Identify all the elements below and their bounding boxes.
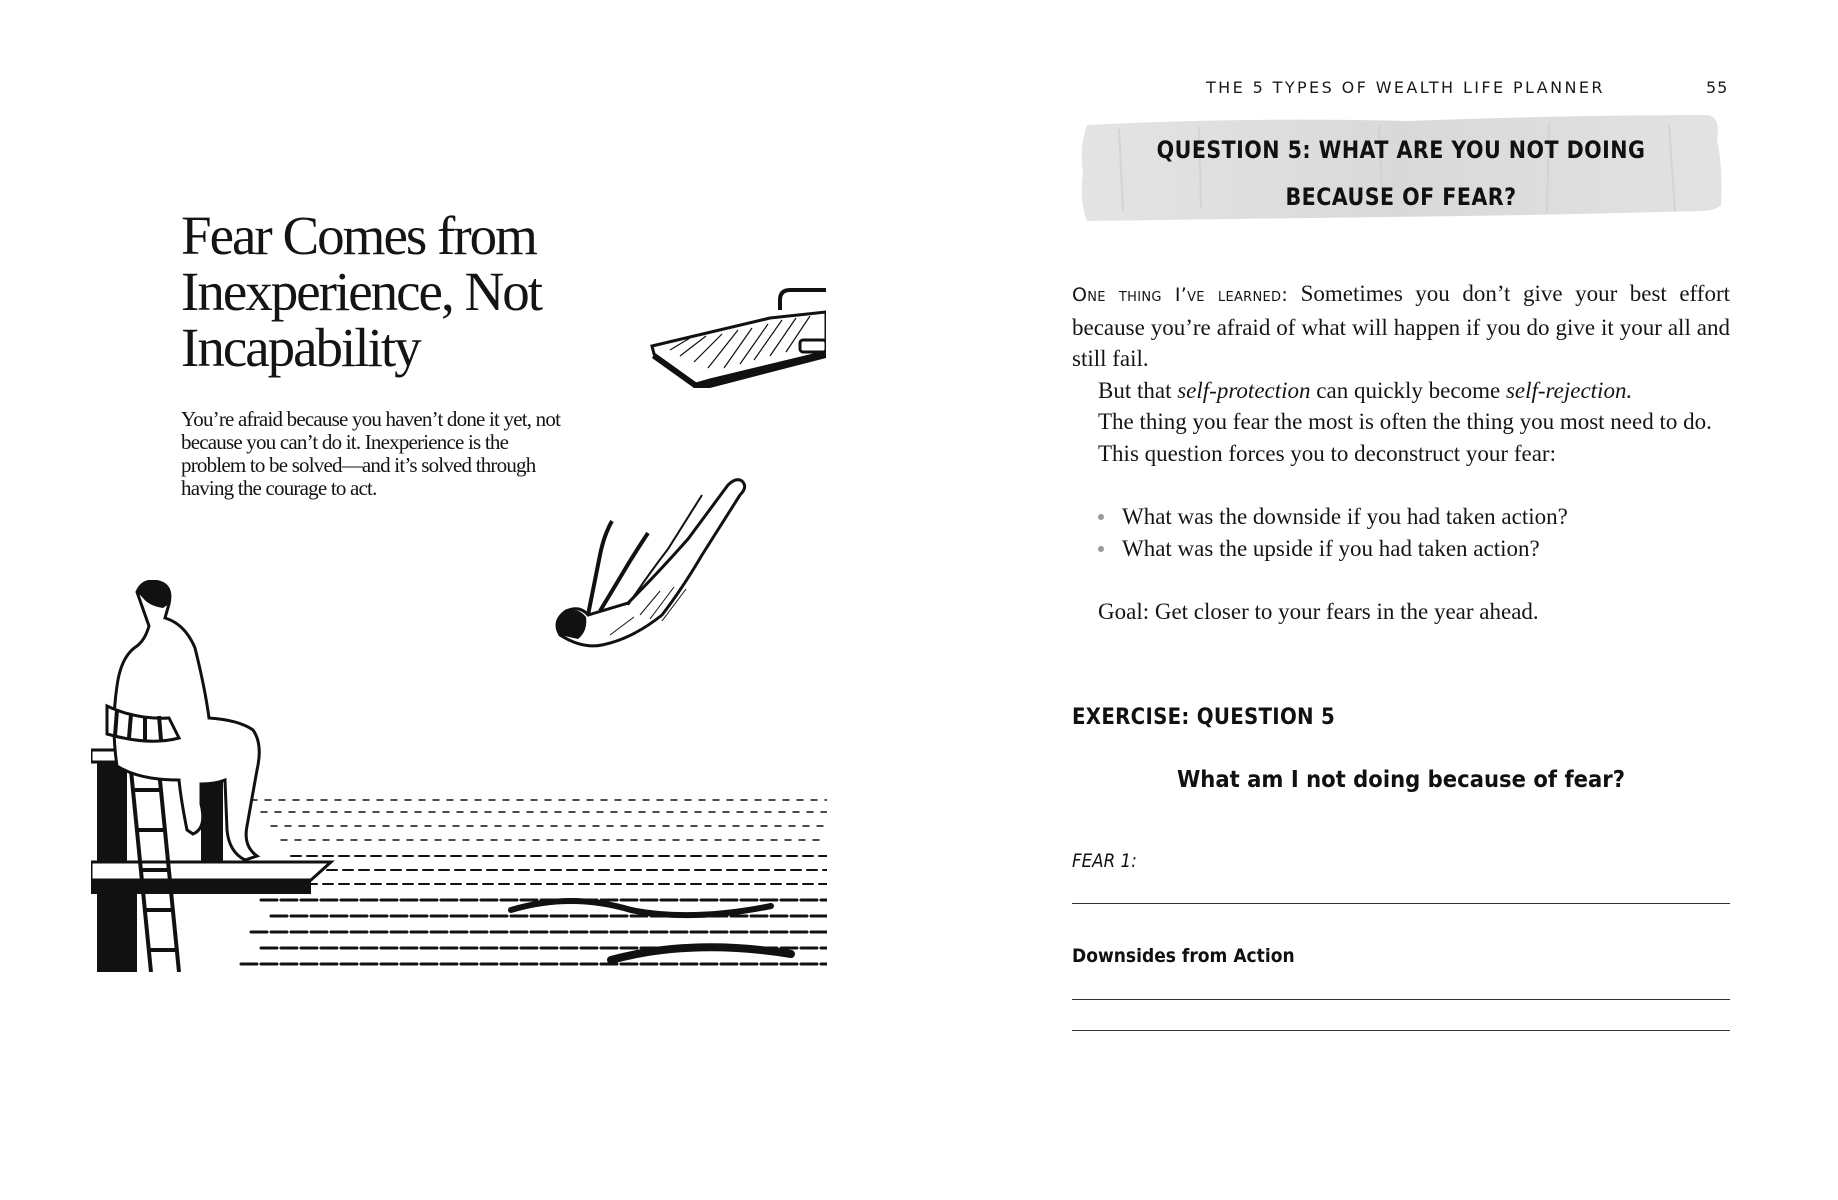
running-head: THE 5 TYPES OF WEALTH LIFE PLANNER	[1206, 78, 1605, 97]
feature-subtitle: You’re afraid because you haven’t done it yet, not because you can’t do it. Inexperience is the problem to be solved—and it’s solved through having the courage to act.	[181, 407, 561, 500]
question-banner	[1079, 115, 1723, 223]
paragraph-3: The thing you fear the most is often the thing you most need to do.	[1098, 409, 1712, 434]
exercise-question: What am I not doing because of fear?	[1176, 767, 1626, 793]
fear-1-label: FEAR 1:	[1072, 850, 1137, 872]
goal-text: Goal: Get closer to your fears in the year ahead.	[1098, 599, 1539, 624]
fear-1-write-line[interactable]	[1072, 903, 1730, 904]
sitting-man	[107, 581, 259, 860]
emphasis-self-protection: self-protection	[1177, 377, 1311, 403]
title-line-1: Fear Comes from	[181, 205, 536, 266]
question-title-line-2: BECAUSE OF FEAR?	[1285, 183, 1517, 211]
bullet-item: What was the upside if you had taken action?	[1072, 533, 1730, 565]
page-number: 55	[1706, 78, 1729, 97]
downsides-write-line-2[interactable]	[1072, 1030, 1730, 1031]
downsides-label: Downsides from Action	[1072, 945, 1295, 967]
paragraph-1: One thing I’ve learned: Sometimes you don’t give your best effort because you’re afraid of what will happen if you do give it your all and still fail.	[1072, 281, 1730, 371]
feature-title	[181, 205, 601, 378]
bullet-list	[1072, 501, 1730, 564]
bullet-dot-icon	[1098, 546, 1104, 552]
body-text	[1072, 278, 1730, 628]
title-line-2: Inexperience, Not	[181, 261, 541, 322]
downsides-write-line-1[interactable]	[1072, 999, 1730, 1000]
lead-in: One thing I’ve learned:	[1072, 284, 1289, 306]
bullet-dot-icon	[1098, 514, 1104, 520]
question-title-line-1: QUESTION 5: WHAT ARE YOU NOT DOING	[1156, 136, 1646, 164]
emphasis-self-rejection: self-rejection.	[1505, 377, 1633, 403]
bullet-item: What was the downside if you had taken action?	[1072, 501, 1730, 533]
sea-platform-illustration	[91, 580, 827, 972]
paragraph-4: This question forces you to deconstruct your fear:	[1098, 440, 1556, 466]
exercise-heading: EXERCISE: QUESTION 5	[1072, 705, 1336, 730]
sea-water	[241, 800, 827, 964]
title-line-3: Incapability	[181, 317, 420, 378]
diving-board-illustration	[650, 288, 826, 388]
paragraph-2: But that self-protection can quickly become self-rejection.	[1098, 377, 1633, 403]
question-title	[1124, 127, 1678, 221]
